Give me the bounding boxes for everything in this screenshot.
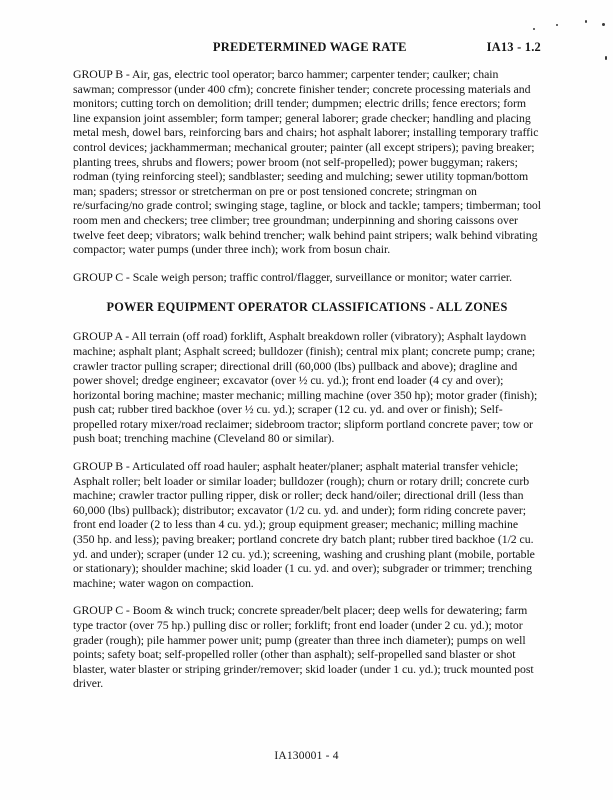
text-block	[73, 40, 541, 704]
scan-artifact-speck	[585, 20, 587, 23]
paragraph-operator-group-a: GROUP A - All terrain (off road) forklift, Asphalt breakdown roller (vibratory); Asphalt laydown machine; asphalt plant; Asphalt screed; bulldozer (finish); central mix plant; concrete pump; crane; crawler tractor pulling scraper; directional drill (60,000 (lbs) pullback and above); dragline and power shovel; dredge engineer; excavator (over ½ cu. yd.); front end loader (4 cy and over); horizontal boring machine; master mechanic; milling machine (over 350 hp); motor grader (finish); push cat; rubber tired backhoe (over ½ cu. yd.); scraper (12 cu. yd. and over or finish); Self-propelled rotary mixer/road reclaimer; sidebroom tractor; slipform portland concrete paver; tow or push boat; trenching machine (Cleveland 80 or similar).	[73, 329, 538, 446]
document-title: PREDETERMINED WAGE RATE	[212, 40, 407, 54]
scan-artifact-speck	[533, 28, 535, 30]
page-reference: IA13 - 1.2	[486, 40, 541, 54]
paragraph-operator-group-b: GROUP B - Articulated off road hauler; asphalt heater/planer; asphalt material transfer vehicle; Asphalt roller; belt loader or similar loader; bulldozer (rough); churn or rotary drill; concrete curb machine; crawler tractor pulling ripper, disk or roller; deck hand/oiler; directional drill (less than 60,000 (lbs) pullback); distributor; excavator (1/2 cu. yd. and under); form riding concrete paver; front end loader (2 to less than 4 cu. yd.); group equipment greaser; mechanic; milling machine (350 hp. and less); paving breaker; portland concrete dry batch plant; rubber tired backhoe (1/2 cu. yd. and under); scraper (under 12 cu. yd.); screening, washing and crushing plant (mobile, portable or stationary); shoulder machine; skid loader (1 cu. yd. and over); subgrader or trimmer; trenching machine; water wagon on compaction.	[73, 459, 535, 590]
paragraph-laborer-group-c: GROUP C - Scale weigh person; traffic control/flagger, surveillance or monitor; water carrier.	[73, 269, 513, 284]
page-header	[73, 40, 541, 55]
scan-artifact-speck	[602, 23, 605, 26]
paragraph-operator-group-c: GROUP C - Boom & winch truck; concrete spreader/belt placer; deep wells for dewatering; farm type tractor (over 75 hp.) pulling disc or roller; forklift; front end loader (under 2 cu. yd.); motor grader (rough); pile hammer power unit; pump (greater than three inch diameter); pumps on well points; safety boat; self-propelled roller (other than asphalt); self-propelled sand blaster or shot blaster, water blaster or striping grinder/remover; skid loader (under 1 cu. yd.); truck mounted post driver.	[73, 603, 534, 691]
section-heading-power-equipment: POWER EQUIPMENT OPERATOR CLASSIFICATIONS - ALL ZONES	[106, 300, 508, 315]
page-footer: IA130001 - 4	[274, 750, 339, 762]
scan-artifact-speck	[556, 24, 558, 26]
scan-artifact-speck	[605, 56, 607, 60]
paragraph-laborer-group-b: GROUP B - Air, gas, electric tool operator; barco hammer; carpenter tender; caulker; chain sawman; compressor (under 400 cfm); concrete finisher tender; concrete processing materials and monitors; cutting torch on demolition; drill tender; dumpmen; electric drills; fence erectors; form line expansion joint assembler; form tamper; general laborer; grade checker; handling and placing metal mesh, dowel bars, reinforcing bars and chairs; hot asphalt laborer; installing temporary traffic control devices; jackhammerman; mechanical grouter; painter (all except stripers); paving breaker; planting trees, shrubs and flowers; power broom (not self-propelled); power buggyman; rakers; rodman (tying reinforcing steel); sandblaster; seeding and mulching; sewer utility topman/bottom man; spaders; stressor or stretcherman on pre or post tensioned concrete; stringman on re/surfacing/no grade control; swinging stage, tagline, or block and tackle; tampers; timberman; tool room men and checkers; tree climber; tree groundman; underpinning and shoring caissons over twelve feet deep; vibrators; walk behind trencher; walk behind paint stripers; walk behind vibrating compactor; water pumps (under three inch); work from bosun chair.	[73, 67, 542, 257]
